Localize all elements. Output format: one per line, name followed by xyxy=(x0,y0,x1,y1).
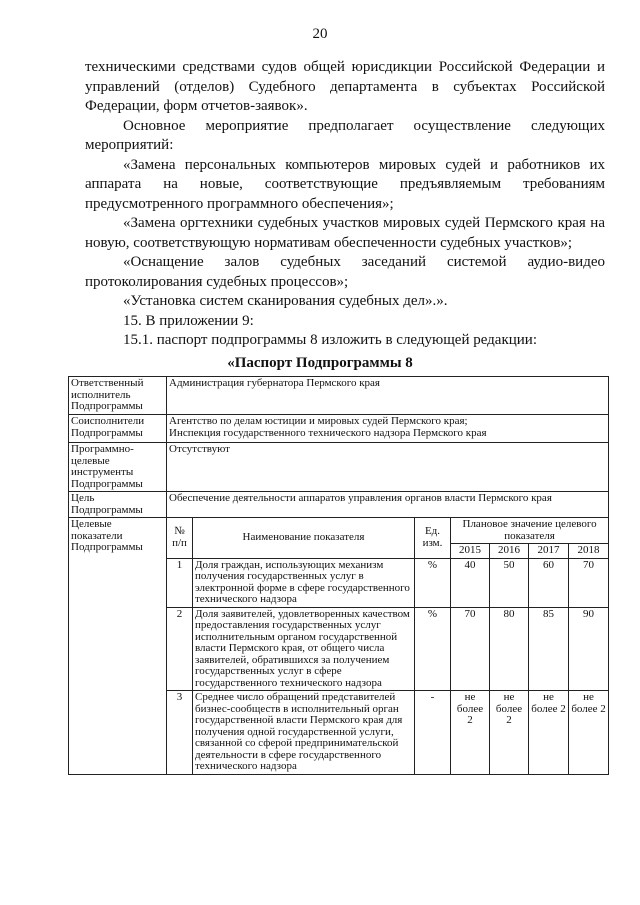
header-name: Наименование показателя xyxy=(193,518,415,559)
indicator-num: 2 xyxy=(167,607,193,691)
row-value xyxy=(167,415,609,443)
table-row xyxy=(69,518,609,544)
paragraph: Основное мероприятие предполагает осуществление следующих мероприятий: xyxy=(85,117,605,153)
page-number: 20 xyxy=(312,26,328,42)
row-label: Соисполнители Подпрограммы xyxy=(69,415,167,443)
indicator-name: Доля граждан, использующих механизм получения государственных услуг в электронной форме в сфере государственного технического надзора xyxy=(193,558,415,607)
header-year: 2015 xyxy=(451,544,490,559)
table-row xyxy=(69,377,609,415)
indicator-value: 40 xyxy=(451,558,490,607)
row-value: Отсутствуют xyxy=(167,443,609,492)
paragraph: техническими средствами судов общей юрисдикции Российской Федерации и управлений (отделов) Судебного департамента в субъектах Российской Федерации, форм отчетов-заявок». xyxy=(85,59,605,114)
row-value-line: Агентство по делам юстиции и мировых судей Пермского края; xyxy=(169,415,468,427)
indicator-unit: % xyxy=(415,607,451,691)
table-title: «Паспорт Подпрограммы 8 xyxy=(227,355,413,371)
indicator-value: 85 xyxy=(529,607,569,691)
indicator-name: Доля заявителей, удовлетворенных качеством предоставления государственных услуг исполнительным органом государственной власти Пермского края, от общего числа заявителей, обратившихся за получением государственных услуг в сфере государственного технического надзора xyxy=(193,607,415,691)
indicator-value: 90 xyxy=(569,607,609,691)
indicator-value: 50 xyxy=(490,558,529,607)
indicator-num: 1 xyxy=(167,558,193,607)
indicator-name: Среднее число обращений представителей бизнес-сообществ в исполнительный орган государственной власти Пермского края для получения одной государственной услуги, связанной со сферой предпринимательской деятельности в сфере государственного технического надзора xyxy=(193,691,415,775)
header-year: 2017 xyxy=(529,544,569,559)
passport-table xyxy=(68,376,609,775)
body-text xyxy=(85,58,605,351)
header-year: 2018 xyxy=(569,544,609,559)
row-label: Ответственный исполнитель Подпрограммы xyxy=(69,377,167,415)
paragraph: «Оснащение залов судебных заседаний системой аудио-видео протоколирования судебных процессов»; xyxy=(85,254,605,290)
row-value: Обеспечение деятельности аппаратов управления органов власти Пермского края xyxy=(167,492,609,518)
indicator-value: 80 xyxy=(490,607,529,691)
row-value-line: Инспекция государственного технического надзора Пермского края xyxy=(169,426,487,439)
paragraph: «Замена персональных компьютеров мировых судей и работников их аппарата на новые, соответствующие предъявляемым требованиям предусмотренного программного обеспечения»; xyxy=(85,156,605,212)
indicator-value: 60 xyxy=(529,558,569,607)
row-label: Целевые показатели Подпрограммы xyxy=(69,518,167,775)
paragraph: «Замена оргтехники судебных участков мировых судей Пермского края на новую, соответствующую нормативам обеспеченности судебных участков»; xyxy=(85,215,605,251)
indicator-value: не более 2 xyxy=(569,691,609,775)
paragraph: 15.1. паспорт подпрограммы 8 изложить в следующей редакции: xyxy=(123,332,538,348)
header-num: № п/п xyxy=(167,518,193,559)
indicator-unit: - xyxy=(415,691,451,775)
indicator-num: 3 xyxy=(167,691,193,775)
table-row xyxy=(69,443,609,492)
indicator-value: 70 xyxy=(451,607,490,691)
row-label: Цель Подпрограммы xyxy=(69,492,167,518)
table-row xyxy=(69,492,609,518)
row-label: Программно-целевые инструменты Подпрограммы xyxy=(69,443,167,492)
table-row xyxy=(69,415,609,443)
paragraph: 15. В приложении 9: xyxy=(123,312,254,329)
paragraph: «Установка систем сканирования судебных дел».». xyxy=(123,293,448,309)
header-plan: Плановое значение целевого показателя xyxy=(451,518,609,544)
header-unit: Ед. изм. xyxy=(415,518,451,559)
indicator-value: 70 xyxy=(569,558,609,607)
indicator-unit: % xyxy=(415,558,451,607)
header-year: 2016 xyxy=(490,544,529,559)
indicator-value: не более 2 xyxy=(529,691,569,775)
row-value: Администрация губернатора Пермского края xyxy=(167,377,609,415)
indicator-value: не более 2 xyxy=(451,691,490,775)
indicator-value: не более 2 xyxy=(490,691,529,775)
